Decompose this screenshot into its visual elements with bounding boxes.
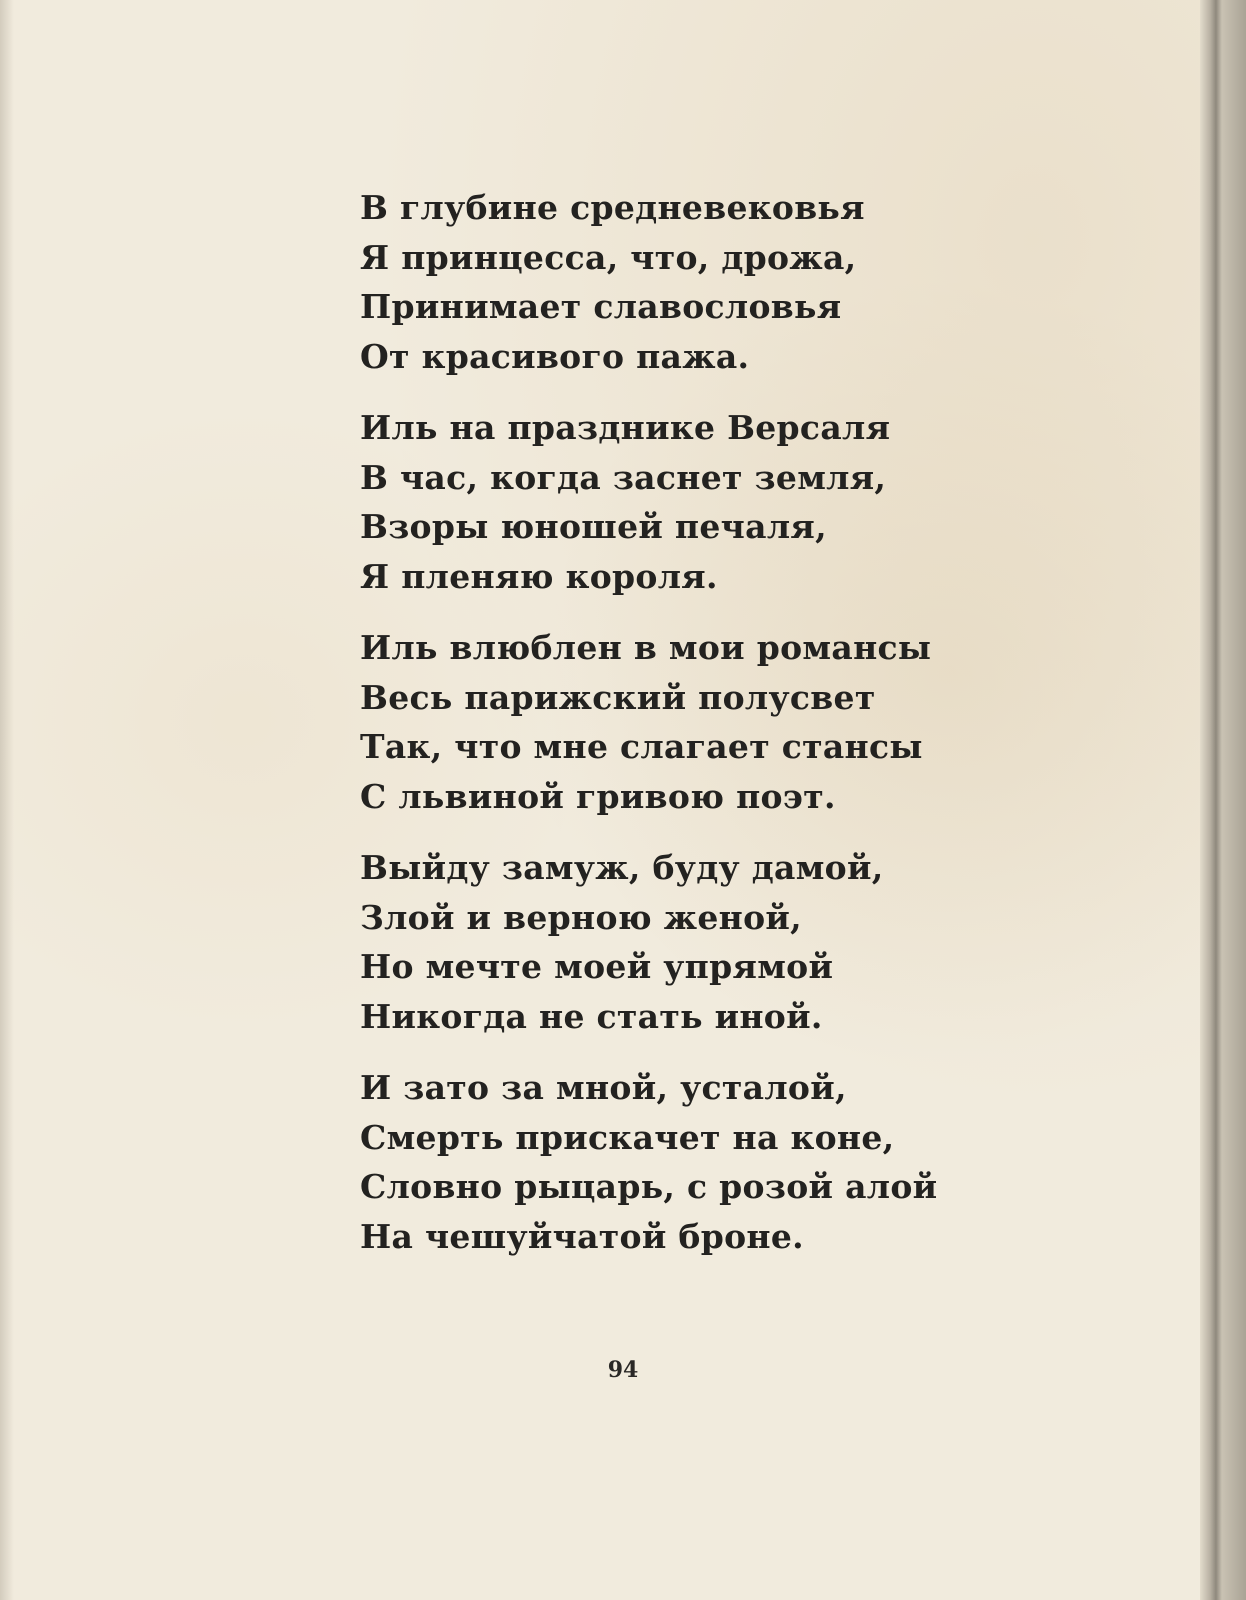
poem: [360, 183, 980, 1283]
poem-line: Принимает славословья: [360, 287, 842, 326]
poem-line: Смерть прискачет на коне,: [360, 1117, 895, 1157]
stanza-2: [360, 403, 980, 601]
poem-line: С львиной гривою поэт.: [360, 776, 836, 816]
poem-line: Никогда не стать иной.: [360, 996, 823, 1036]
poem-line: От красивого пажа.: [360, 336, 750, 376]
poem-line: В час, когда заснет земля,: [360, 457, 887, 497]
stanza-3: [360, 623, 980, 821]
poem-line: Словно рыцарь, с розой алой: [360, 1167, 938, 1206]
stanza-5: [360, 1063, 980, 1261]
poem-line: На чешуйчатой броне.: [360, 1216, 804, 1256]
poem-line: Иль на празднике Версаля: [360, 408, 891, 447]
poem-line: Весь парижский полусвет: [360, 677, 876, 717]
poem-line: В глубине средневековья: [360, 188, 865, 227]
poem-line: Я принцесса, что, дрожа,: [360, 237, 857, 277]
poem-line: Но мечте моей упрямой: [360, 947, 834, 986]
stanza-4: [360, 843, 980, 1041]
poem-line: Выйду замуж, буду дамой,: [360, 848, 884, 887]
page-number: 94: [607, 1357, 639, 1383]
poem-line: Иль влюблен в мои романсы: [360, 628, 932, 667]
poem-line: Злой и верною женой,: [360, 897, 802, 937]
stanza-1: [360, 183, 980, 381]
poem-line: Я пленяю короля.: [360, 556, 718, 596]
poem-line: Так, что мне слагает стансы: [360, 727, 923, 766]
poem-line: Взоры юношей печаля,: [360, 507, 827, 546]
poem-line: И зато за мной, усталой,: [360, 1068, 847, 1107]
